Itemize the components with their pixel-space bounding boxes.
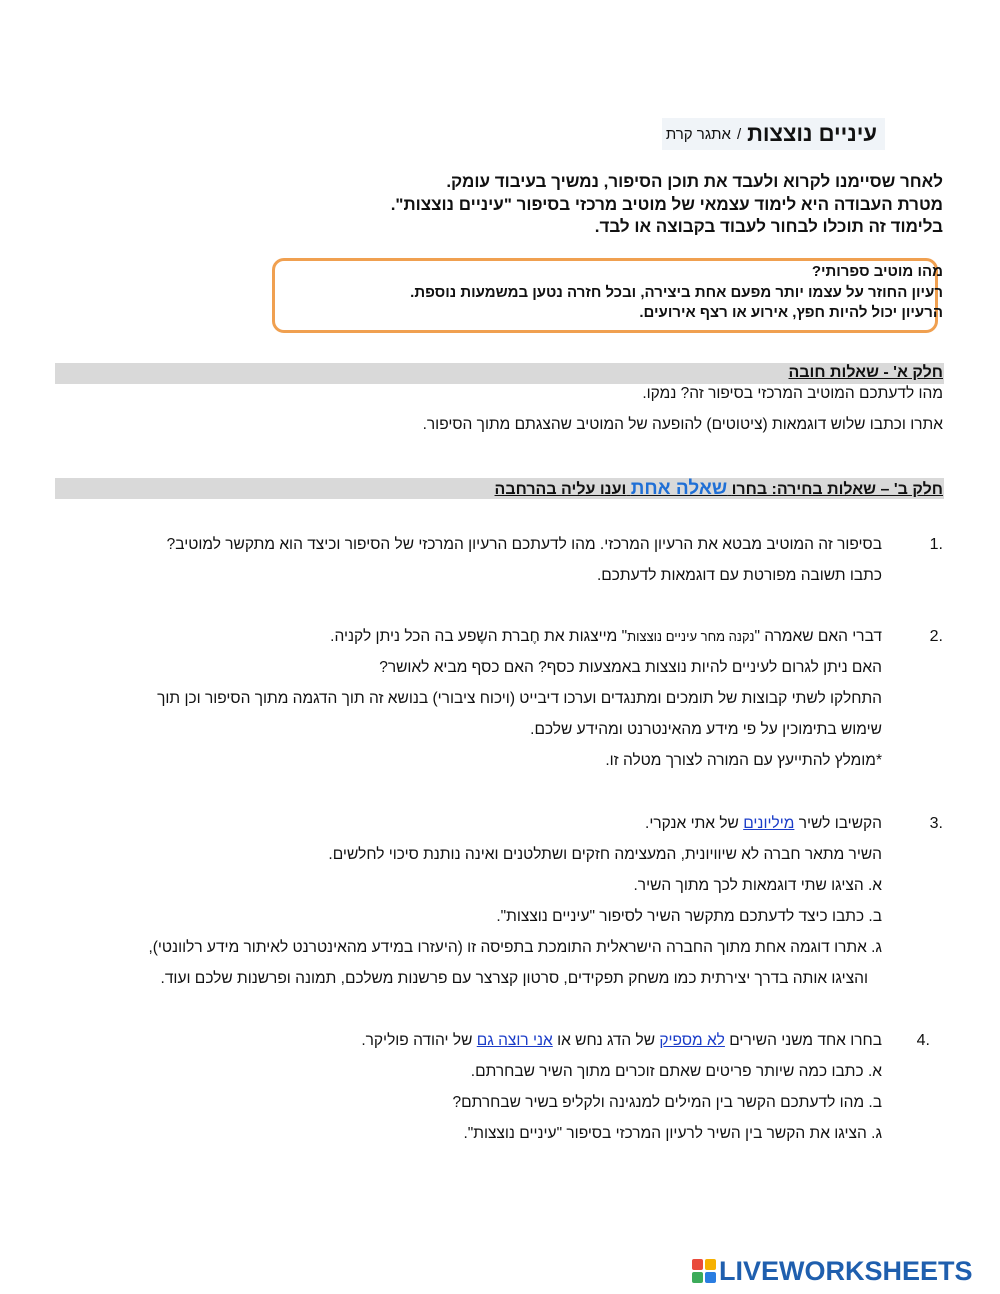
question-2-line-3: התחלקו לשתי קבוצות של תומכים ומתנגדים וערכו דיבייט (ויכוח ציבורי) בנושא זה תוך הדגמה מתוך הסיפור וכן תוך [157,690,882,707]
worksheet-header [662,118,885,150]
question-4-line-4: ג. הציגו את הקשר בין השיר לרעיון המרכזי בסיפור "עיניים נוצצות". [463,1125,882,1142]
motif-definition-line-2: הרעיון יכול להיות חפץ, אירוע או רצף אירועים. [639,304,943,321]
question-4-line-1-post: של יהודה פוליקר. [361,1032,473,1049]
song-link-not-enough[interactable]: לא מספיק [659,1032,725,1049]
question-3-line-6: והציגו אותה בדרך יצירתית כמו משחק תפקידים, סרטון קצרצר עם פרשנות משלכם, תמונה ופרשנות שלכם ועוד. [160,970,868,987]
question-3-line-1 [645,815,882,833]
question-4-line-3: ב. מהו לדעתכם הקשר בין המילים למנגינה ולקליפ בשיר שבחרתם? [452,1094,882,1111]
mother-quote: נקנה מחר עיניים נוצצות [627,629,755,644]
question-2-line-5: *מומלץ להתייעץ עם המורה לצורך מטלה זו. [605,752,882,769]
intro-line-3: בלימוד זה תוכלו לבחור לעבוד בקבוצה או לבד. [594,217,943,236]
question-4-line-1-pre: בחרו אחד משני השירים [729,1032,882,1049]
question-3-line-4: ב. כתבו כיצד לדעתכם מתקשר השיר לסיפור "עיניים נוצצות". [496,908,882,925]
question-4-number: 4. [916,1032,930,1049]
question-4-line-2: א. כתבו כמה שיותר פריטים שאתם זוכרים מתוך השיר שבחרתם. [470,1063,882,1080]
part-b-title [495,478,943,500]
part-a-title: חלק א' - שאלות חובה [788,364,943,381]
question-3-line-2: השיר מתאר חברה לא שיוויונית, המעצימה חזקים ושתלטנים ואינה נותנת סיכוי לחלשים. [328,846,882,863]
part-b-title-post: וענו עליה בהרחבה [494,481,627,498]
author-name: אתגר קרת [665,125,731,143]
liveworksheets-logo-text: LIVEWORKSHEETS [719,1255,973,1286]
part-b-title-pre: חלק ב' – שאלות בחירה: בחרו [731,481,943,498]
motif-question: מהו מוטיב ספרותי? [811,263,943,280]
question-3-line-1-post: של אתי אנקרי. [645,815,739,832]
question-4-line-1-mid: של הדג נחש או [557,1032,656,1049]
liveworksheets-logo-icon [692,1259,716,1283]
part-a-question-2: אתרו וכתבו שלוש דוגמאות (ציטוטים) להופעה של המוטיב שהצגתם מתוך הסיפור. [422,416,943,433]
motif-definition-line-1: רעיון החוזר על עצמו יותר מפעם אחת ביצירה, ובכל חזרה נטען במשמעות נוספת. [410,284,943,301]
question-2-number: 2. [929,628,943,645]
question-3-line-5: ג. אתרו דוגמה אחת מתוך החברה הישראלית התומכת בתפיסה זו (היעזרו במידע מהאינטרנט לאיתור מידע רלוונטי), [148,939,882,956]
question-3-line-1-pre: הקשיבו לשיר [798,815,882,832]
question-2-line-4: שימוש בתימוכין על פי מידע מהאינטרנט ומהידע שלכם. [530,721,882,738]
question-3-line-3: א. הציגו שתי דוגמאות לכך מתוך השיר. [633,877,882,894]
question-1-line-1: בסיפור זה המוטיב מבטא את הרעיון המרכזי. מהו לדעתכם הרעיון המרכזי של הסיפור וכיצד הוא מתקשר למוטיב? [166,536,882,553]
question-2-line-2: האם ניתן לגרום לעיניים להיות נוצצות באמצעות כסף? האם כסף מביא לאושר? [379,659,882,676]
part-a-question-1: מהו לדעתכם המוטיב המרכזי בסיפור זה? נמקו. [642,385,943,402]
song-link-i-want-too[interactable]: אני רוצה גם [476,1032,553,1049]
question-1-number: 1. [929,536,943,553]
question-4-line-1 [361,1032,882,1050]
question-2-line-1 [330,628,882,646]
page-title: עיניים נוצצות [747,121,877,146]
song-link-millions[interactable]: מיליונים [743,815,795,832]
question-2-line-1-post: " מייצגות את חֶברת השֶפע בה הכל ניתן לקניה. [330,628,628,645]
question-3-number: 3. [929,815,943,832]
question-1-line-2: כתבו תשובה מפורטת עם דוגמאות לדעתכם. [596,567,882,584]
question-2-line-1-pre: דברי האם שאמרה " [754,628,882,645]
part-b-title-highlight: שאלה אחת [630,478,728,499]
intro-line-1: לאחר שסיימנו לקרוא ולעבד את תוכן הסיפור, נמשיך בעיבוד עומק. [446,172,943,191]
intro-line-2: מטרת העבודה היא לימוד עצמאי של מוטיב מרכזי בסיפור "עיניים נוצצות". [390,195,943,214]
liveworksheets-logo[interactable] [692,1255,973,1287]
title-separator: / [736,125,742,143]
